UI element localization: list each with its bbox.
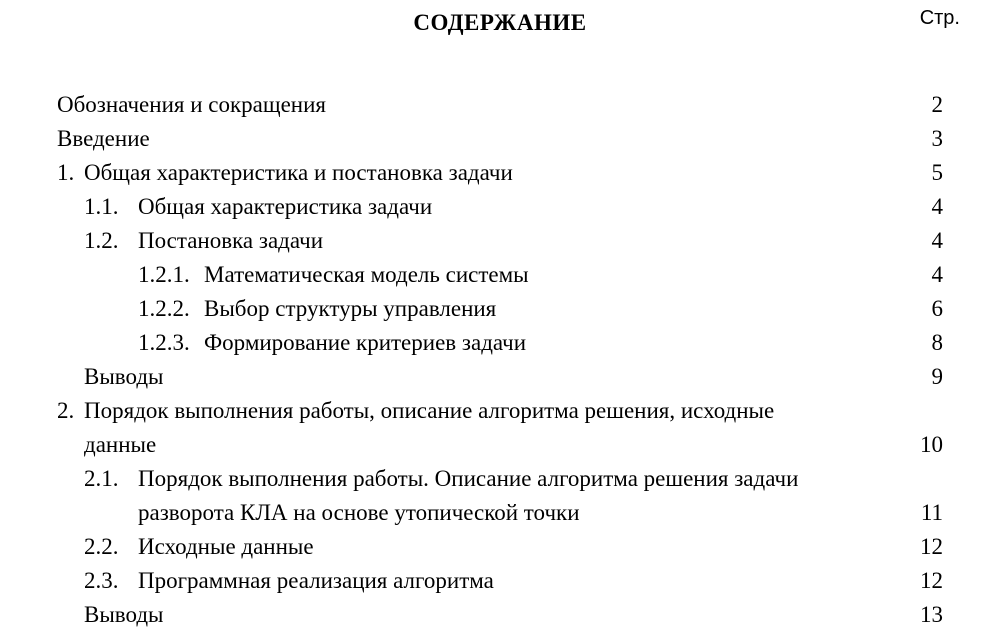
toc-entry-page: 12 — [920, 534, 943, 559]
toc-entry-text: Формирование критериев задачи — [204, 330, 527, 355]
toc-entry — [0, 122, 1000, 156]
toc-entry-number: 1.2.3. — [138, 330, 190, 355]
toc-entry-text: Порядок выполнения работы, описание алгоритма решения, исходные — [84, 398, 775, 423]
toc-entry-page: 10 — [920, 432, 943, 457]
toc-entry-page: 5 — [931, 160, 943, 185]
toc-entry — [0, 598, 1000, 632]
toc-entry — [0, 156, 1000, 190]
toc-entry-text: Порядок выполнения работы. Описание алгоритма решения задачи — [138, 466, 799, 491]
toc-entry-page: 12 — [920, 568, 943, 593]
toc-entry-number: 2. — [57, 398, 75, 423]
toc-entry — [0, 190, 1000, 224]
toc-entry-text: разворота КЛА на основе утопической точки — [138, 500, 580, 525]
toc-entry-text: Программная реализация алгоритма — [138, 568, 494, 593]
toc-entry-number: 1.2.1. — [138, 262, 190, 287]
toc-entry-continuation — [0, 496, 1000, 530]
toc-entry-text: Математическая модель системы — [204, 262, 529, 287]
toc-entry — [0, 88, 1000, 122]
toc-title: СОДЕРЖАНИЕ — [413, 10, 587, 35]
toc-entry-page: 6 — [931, 296, 943, 321]
toc-entry-number: 1. — [57, 160, 75, 185]
toc-entry-page: 9 — [931, 364, 943, 389]
toc-entry-text: Постановка задачи — [138, 228, 324, 253]
toc-entry-number: 2.2. — [84, 534, 119, 559]
toc-entry-page: 4 — [931, 262, 943, 287]
toc-entry-page: 2 — [931, 92, 943, 117]
toc-entry-text: Исходные данные — [138, 534, 314, 559]
toc-entry — [0, 360, 1000, 394]
toc-entry — [0, 292, 1000, 326]
page-column-label: Стр. — [919, 7, 960, 29]
toc-entry — [0, 258, 1000, 292]
toc-entry-page: 13 — [920, 602, 943, 627]
toc-entry-number: 1.1. — [84, 194, 119, 219]
toc-entry — [0, 394, 1000, 428]
toc-entry-page: 11 — [920, 500, 943, 525]
toc-entry-page: 3 — [931, 126, 943, 151]
toc-entry — [0, 326, 1000, 360]
toc-entry — [0, 564, 1000, 598]
toc-entry-text: данные — [84, 432, 157, 457]
toc-entry — [0, 224, 1000, 258]
toc-entry-text: Выводы — [84, 602, 164, 627]
toc-entry-page: 4 — [931, 194, 943, 219]
toc-entry-text: Общая характеристика задачи — [138, 194, 433, 219]
toc-entry — [0, 530, 1000, 564]
toc-entry-text: Общая характеристика и постановка задачи — [84, 160, 513, 185]
toc-entry-number: 1.2.2. — [138, 296, 190, 321]
toc-entry-continuation — [0, 428, 1000, 462]
toc-entry-text: Введение — [57, 126, 150, 151]
toc-entry — [0, 462, 1000, 496]
toc-entry-text: Обозначения и сокращения — [57, 92, 326, 117]
toc-entry-page: 8 — [931, 330, 943, 355]
toc-entry-number: 1.2. — [84, 228, 119, 253]
toc-entry-number: 2.1. — [84, 466, 119, 491]
toc-entry-text: Выводы — [84, 364, 164, 389]
toc-entry-text: Выбор структуры управления — [204, 296, 497, 321]
toc-entry-page: 4 — [931, 228, 943, 253]
toc-entry-number: 2.3. — [84, 568, 119, 593]
